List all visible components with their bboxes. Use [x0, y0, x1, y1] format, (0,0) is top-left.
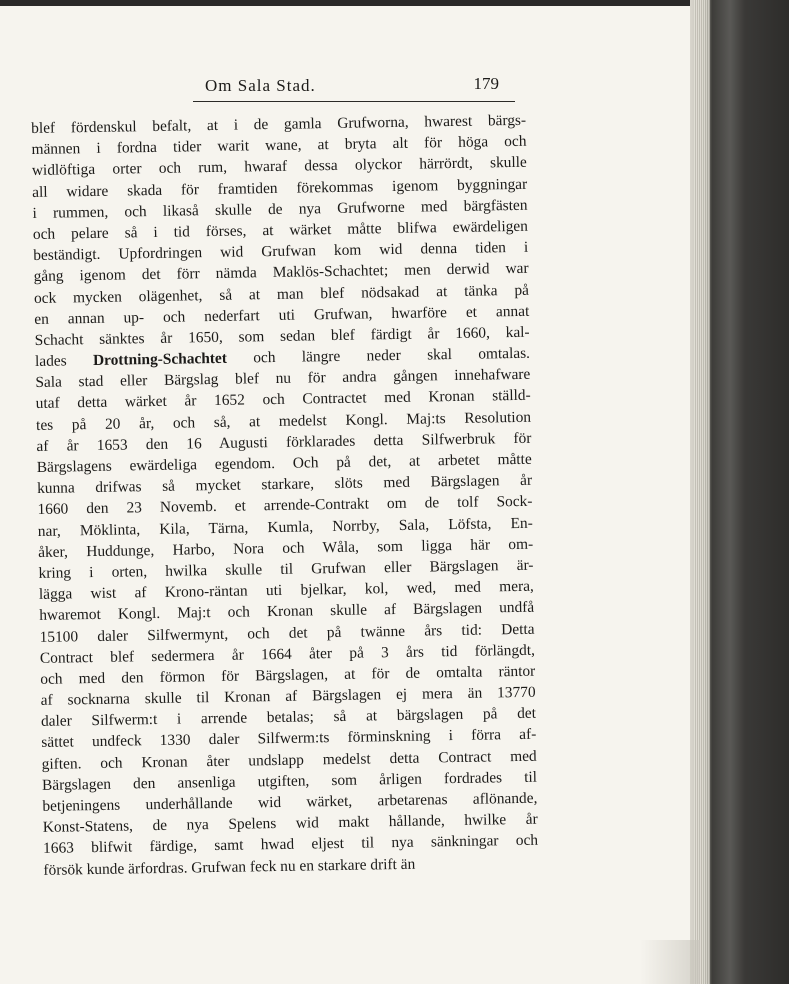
running-header	[193, 72, 515, 100]
text-line: och pelare så i tid förses, at wärket måtte blifwa ewärdeligen	[32, 217, 529, 243]
text-line: af socknarna skulle til Kronan af Bärgslagen ej mera än 13770	[40, 683, 536, 709]
header-rule	[193, 101, 515, 102]
page-number: 179	[473, 74, 499, 93]
text-line: en annan up- och nederfart uti Grufwan, hwarföre et annat	[34, 302, 530, 328]
text-line: Konst-Statens, de nya Spelens wid makt hållande, hwilke år	[42, 810, 538, 837]
text-line: betjeningens underhållande wid wärket, arbetarenas aflönande,	[42, 789, 538, 815]
text-line: 1663 blifwit färdige, samt hwad eljest til nya sänkningar och	[42, 832, 539, 858]
text-line: kring i orten, hwilka skulle til Grufwan eller Bärgslagen är-	[38, 556, 534, 582]
text-line: Bärgslagen den ansenliga utgiften, som årligen fordrades til	[41, 768, 538, 794]
text-line: männen i fordna tider warit wane, at bryta alt för höga och	[31, 132, 527, 159]
text-line: kunna drifwas så mycket starkare, slöts med Bärgslagen år	[37, 471, 533, 498]
text-line: all widare skada för framtiden förekommas igenom byggningar	[32, 175, 528, 201]
running-title: Om Sala Stad.	[205, 76, 316, 95]
text-line: gång igenom det förr nämda Maklös-Schachtet; men derwid war	[33, 260, 529, 286]
text-line: hwaremot Kongl. Maj:t och Kronan skulle af Bärgslagen undfå	[39, 599, 535, 625]
page-leaves	[694, 0, 710, 984]
text-line: sättet undfeck 1330 daler Silfwerm:ts förminskning i förra af-	[41, 726, 537, 752]
text-line: 15100 daler Silfwermynt, och det på twänne års tid: Detta	[39, 620, 535, 646]
text-line: ock mycken olägenhet, så at man blef nödsakad at tänka på	[33, 281, 530, 307]
text-line: lades Drottning-Schachtet och längre neder skal omtalas.	[34, 344, 531, 371]
text-line: nar, Möklinta, Kila, Tärna, Kumla, Norrby, Sala, Löfsta, En-	[37, 514, 533, 540]
text-line: lägga wist af Krono-räntan uti bjelkar, kol, wed, med mera,	[38, 577, 534, 604]
text-line: 1660 den 23 Novemb. et arrende-Contrakt om de tolf Sock-	[37, 493, 533, 519]
text-line: giften. och Kronan åter undslapp medelst detta Contract med	[41, 747, 537, 773]
text-line: Sala stad eller Bärgslag blef nu för andra gången innehafware	[35, 366, 531, 392]
text-line: tes på 20 år, och så, at medelst Kongl. Maj:ts Resolution	[35, 408, 532, 434]
text-line: beständigt. Upfordringen wid Grufwan kom wid denna tiden i	[33, 238, 529, 265]
text-line: Bärgslagens ewärdeliga egendom. Och på det, at arbetet måtte	[36, 450, 532, 476]
text-line: Contract blef sedermera år 1664 åter på 3 års tid förlängdt,	[39, 641, 536, 667]
text-line: daler Silfwerm:t i arrende betalas; så at bärgslagen på det	[40, 704, 537, 731]
text-line: af år 1653 den 16 Augusti förklarades detta Silfwerbruk för	[36, 429, 532, 455]
text-line: Schacht sänktes år 1650, som sedan blef färdigt år 1660, kal-	[34, 323, 530, 349]
page-curl-shadow	[640, 940, 700, 984]
text-line: och med den förmon för Bärgslagen, at för de omtalta räntor	[40, 662, 536, 688]
body-text	[31, 110, 539, 881]
text-line: i rummen, och likaså skulle de nya Grufworne med bärgfästen	[32, 196, 528, 222]
text-line: blef fördenskul befalt, at i de gamla Grufworna, hwarest bärgs-	[31, 111, 527, 137]
text-line: försök kunde ärfordras. Grufwan feck nu en starkare drift än	[43, 855, 416, 879]
text-line: widlöftiga orter och rum, hwaraf dessa olyckor härrördt, skulle	[31, 154, 527, 180]
text-line: åker, Huddunge, Harbo, Nora och Wåla, som ligga här om-	[38, 535, 534, 561]
text-line: utaf detta wärket år 1652 och Contractet med Kronan ställd-	[35, 387, 531, 413]
emphasized-term: Drottning-Schachtet	[92, 349, 228, 370]
